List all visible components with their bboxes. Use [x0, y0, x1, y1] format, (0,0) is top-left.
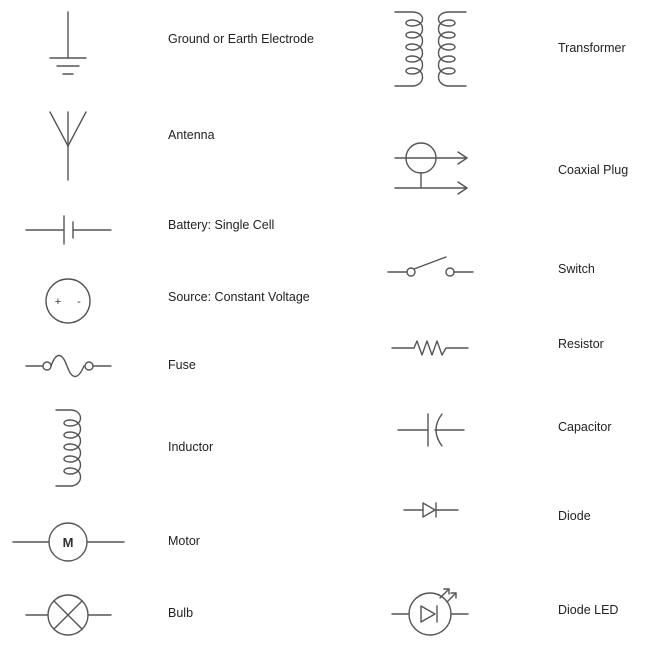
bulb-symbol	[26, 595, 111, 635]
capacitor-label: Capacitor	[558, 420, 612, 434]
voltage-source-label: Source: Constant Voltage	[168, 290, 310, 304]
inductor-symbol	[56, 410, 81, 486]
coaxial-plug-label: Coaxial Plug	[558, 163, 629, 177]
antenna-symbol	[50, 112, 86, 180]
switch-symbol	[388, 257, 473, 276]
diode-led-label: Diode LED	[558, 603, 619, 617]
bulb-label: Bulb	[168, 606, 194, 620]
transformer-symbol	[395, 12, 466, 86]
motor-label: Motor	[168, 534, 200, 548]
resistor-label: Resistor	[558, 337, 604, 351]
fuse-symbol	[26, 356, 111, 377]
capacitor-symbol	[398, 414, 464, 446]
motor-symbol	[13, 523, 124, 561]
inductor-label: Inductor	[168, 440, 214, 454]
switch-label: Switch	[558, 262, 595, 276]
diode-label: Diode	[558, 509, 591, 523]
motor-letter: M	[62, 535, 74, 550]
resistor-symbol	[392, 341, 468, 355]
minus-sign: -	[77, 296, 81, 308]
ground-label: Ground or Earth Electrode	[168, 32, 314, 46]
coaxial-plug-symbol	[395, 143, 467, 194]
battery-symbol	[26, 216, 111, 244]
antenna-label: Antenna	[168, 128, 215, 142]
plus-sign: +	[54, 296, 62, 308]
fuse-label: Fuse	[168, 358, 196, 372]
battery-label: Battery: Single Cell	[168, 218, 275, 232]
transformer-label: Transformer	[558, 41, 626, 55]
ground-symbol	[50, 12, 86, 74]
voltage-source-symbol	[46, 279, 90, 323]
diode-led-symbol	[392, 589, 468, 635]
diode-symbol	[404, 503, 458, 517]
